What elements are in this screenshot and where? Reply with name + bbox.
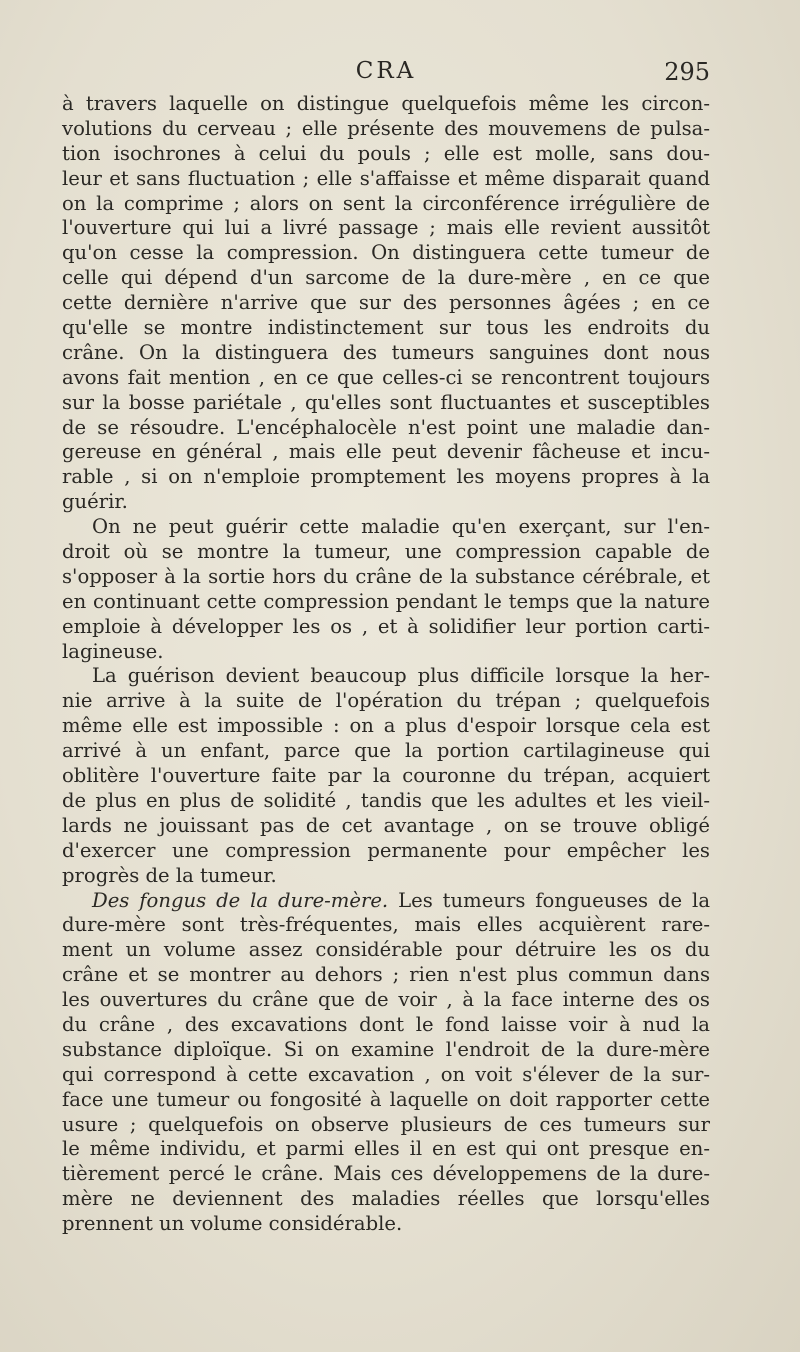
text-line: les ouvertures du crâne que de voir , à la face interne des os xyxy=(62,988,710,1012)
text-line: avons fait mention , en ce que celles-ci se rencontrent toujours xyxy=(62,365,710,389)
text-line: rable , si on n'emploie promptement les moyens propres à la xyxy=(62,465,710,489)
text-line: crâne et se montrer au dehors ; rien n'est plus commun dans xyxy=(62,963,710,987)
paragraph xyxy=(62,664,710,888)
section-heading: Des fongus de la dure-mère. xyxy=(92,888,389,912)
text-line: prennent un volume considérable. xyxy=(62,1212,403,1236)
text-line: d'exercer une compression permanente pour empêcher les xyxy=(62,838,710,862)
text-line: crâne. On la distinguera des tumeurs sanguines dont nous xyxy=(62,340,710,364)
text-line: du crâne , des excavations dont le fond laisse voir à nud la xyxy=(62,1012,710,1036)
text-line: lagineuse. xyxy=(62,639,164,663)
text-line: On ne peut guérir cette maladie qu'en exerçant, sur l'en- xyxy=(92,515,710,539)
text-line: progrès de la tumeur. xyxy=(62,863,277,887)
text-line: en continuant cette compression pendant le temps que la nature xyxy=(62,589,710,613)
text-line: oblitère l'ouverture faite par la couronne du trépan, acquiert xyxy=(62,764,710,788)
text-line: on la comprime ; alors on sent la circonférence irrégulière de xyxy=(62,191,710,215)
text-line: ment un volume assez considérable pour détruire les os du xyxy=(62,938,710,962)
text-line: face une tumeur ou fongosité à laquelle on doit rapporter cette xyxy=(62,1087,710,1111)
text-line: volutions du cerveau ; elle présente des mouvemens de pulsa- xyxy=(62,116,710,140)
text-line: de plus en plus de solidité , tandis que les adultes et les vieil- xyxy=(62,788,710,812)
page-number: 295 xyxy=(664,58,710,86)
text-line: cette dernière n'arrive que sur des personnes âgées ; en ce xyxy=(62,291,710,315)
text-line: même elle est impossible : on a plus d'espoir lorsque cela est xyxy=(62,714,710,738)
text-line: droit où se montre la tumeur, une compression capable de xyxy=(62,540,710,564)
page-header xyxy=(62,56,710,90)
text-line: tion isochrones à celui du pouls ; elle est molle, sans dou- xyxy=(62,141,710,165)
text-line: dure-mère sont très-fréquentes, mais elles acquièrent rare- xyxy=(62,913,710,937)
text-line: La guérison devient beaucoup plus difficile lorsque la her- xyxy=(92,664,710,688)
text-line: substance diploïque. Si on examine l'endroit de la dure-mère xyxy=(62,1037,710,1061)
text-line: lards ne jouissant pas de cet avantage , on se trouve obligé xyxy=(62,813,710,837)
text-line: mère ne deviennent des maladies réelles que lorsqu'elles xyxy=(62,1187,710,1211)
text-line: l'ouverture qui lui a livré passage ; mais elle revient aussitôt xyxy=(62,216,710,240)
text-line: de se résoudre. L'encéphalocèle n'est point une maladie dan- xyxy=(62,415,710,439)
text-line: sur la bosse pariétale , qu'elles sont fluctuantes et susceptibles xyxy=(62,390,710,414)
text-line: tièrement percé le crâne. Mais ces développemens de la dure- xyxy=(62,1162,710,1186)
text-line: qu'elle se montre indistinctement sur tous les endroits du xyxy=(62,316,710,340)
text-line: leur et sans fluctuation ; elle s'affaisse et même disparait quand xyxy=(62,166,710,190)
text-line: emploie à développer les os , et à solidifier leur portion carti- xyxy=(62,614,710,638)
text-line: à travers laquelle on distingue quelquefois même les circon- xyxy=(62,92,710,115)
paragraph xyxy=(62,889,710,1237)
paragraph xyxy=(62,92,710,515)
running-head: CRA xyxy=(355,58,417,84)
paragraph xyxy=(62,515,710,664)
text-line: nie arrive à la suite de l'opération du trépan ; quelquefois xyxy=(62,689,710,713)
text-line: s'opposer à la sortie hors du crâne de la substance cérébrale, et xyxy=(62,564,710,588)
text-line: celle qui dépend d'un sarcome de la dure-mère , en ce que xyxy=(62,266,710,290)
text-run: Les tumeurs fongueuses de la xyxy=(388,888,710,912)
text-line xyxy=(62,889,710,914)
text-line: qui correspond à cette excavation , on voit s'élever de la sur- xyxy=(62,1062,710,1086)
text-line: guérir. xyxy=(62,490,128,514)
text-line: usure ; quelquefois on observe plusieurs de ces tumeurs sur xyxy=(62,1112,710,1136)
text-line: le même individu, et parmi elles il en est qui ont presque en- xyxy=(62,1137,710,1161)
text-line: gereuse en général , mais elle peut devenir fâcheuse et incu- xyxy=(62,440,710,464)
body-text xyxy=(62,92,710,1237)
text-line: qu'on cesse la compression. On distinguera cette tumeur de xyxy=(62,241,710,265)
text-line: arrivé à un enfant, parce que la portion cartilagineuse qui xyxy=(62,739,710,763)
